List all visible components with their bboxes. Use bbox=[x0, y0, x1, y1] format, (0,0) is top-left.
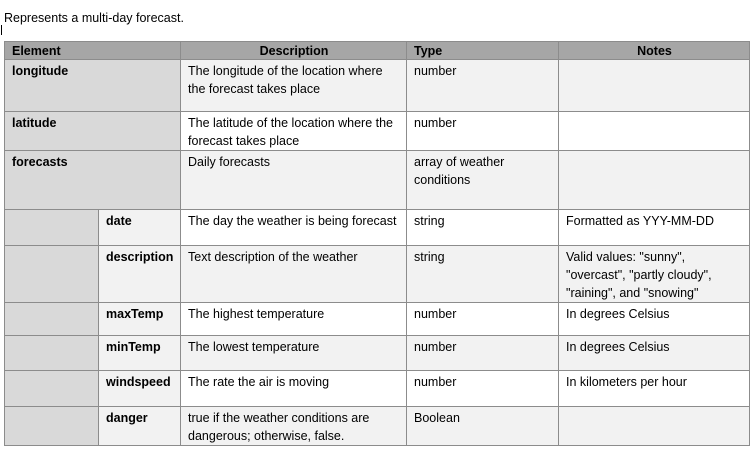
table-row bbox=[5, 60, 750, 112]
element-notes: Valid values: "sunny", "overcast", "partly cloudy", "raining", and "snowing" bbox=[559, 246, 750, 303]
element-type: string bbox=[407, 246, 559, 303]
element-name: forecasts bbox=[5, 151, 181, 210]
header-notes: Notes bbox=[559, 42, 750, 60]
element-type: string bbox=[407, 210, 559, 246]
element-notes bbox=[559, 151, 750, 210]
element-description: The rate the air is moving bbox=[181, 371, 407, 407]
element-indent bbox=[5, 210, 99, 246]
element-name: date bbox=[99, 210, 181, 246]
element-name: minTemp bbox=[99, 336, 181, 371]
table-row bbox=[5, 151, 750, 210]
header-description: Description bbox=[181, 42, 407, 60]
element-indent bbox=[5, 336, 99, 371]
element-name: maxTemp bbox=[99, 303, 181, 336]
element-name: latitude bbox=[5, 112, 181, 151]
element-notes: In degrees Celsius bbox=[559, 303, 750, 336]
table-row bbox=[5, 210, 750, 246]
table-row bbox=[5, 303, 750, 336]
element-type: number bbox=[407, 336, 559, 371]
element-description: The day the weather is being forecast bbox=[181, 210, 407, 246]
element-description: The latitude of the location where the forecast takes place bbox=[181, 112, 407, 151]
table-row bbox=[5, 112, 750, 151]
element-description: Daily forecasts bbox=[181, 151, 407, 210]
element-type: number bbox=[407, 60, 559, 112]
forecast-spec-table bbox=[4, 41, 750, 446]
element-notes: In kilometers per hour bbox=[559, 371, 750, 407]
element-description: The longitude of the location where the forecast takes place bbox=[181, 60, 407, 112]
element-name: longitude bbox=[5, 60, 181, 112]
element-name: windspeed bbox=[99, 371, 181, 407]
header-type: Type bbox=[407, 42, 559, 60]
element-indent bbox=[5, 407, 99, 446]
element-description: Text description of the weather bbox=[181, 246, 407, 303]
text-cursor-mark bbox=[1, 25, 2, 35]
element-type: number bbox=[407, 112, 559, 151]
element-notes bbox=[559, 407, 750, 446]
element-type: Boolean bbox=[407, 407, 559, 446]
element-type: number bbox=[407, 303, 559, 336]
element-notes: In degrees Celsius bbox=[559, 336, 750, 371]
table-row bbox=[5, 371, 750, 407]
element-indent bbox=[5, 303, 99, 336]
table-row bbox=[5, 407, 750, 446]
element-type: array of weather conditions bbox=[407, 151, 559, 210]
element-notes: Formatted as YYY-MM-DD bbox=[559, 210, 750, 246]
element-description: The highest temperature bbox=[181, 303, 407, 336]
table-row bbox=[5, 246, 750, 303]
header-element: Element bbox=[5, 42, 181, 60]
element-notes bbox=[559, 112, 750, 151]
document-caption: Represents a multi-day forecast. bbox=[4, 11, 184, 25]
element-indent bbox=[5, 246, 99, 303]
table-row bbox=[5, 336, 750, 371]
element-name: danger bbox=[99, 407, 181, 446]
element-type: number bbox=[407, 371, 559, 407]
element-description: The lowest temperature bbox=[181, 336, 407, 371]
element-notes bbox=[559, 60, 750, 112]
element-name: description bbox=[99, 246, 181, 303]
element-description: true if the weather conditions are dangerous; otherwise, false. bbox=[181, 407, 407, 446]
element-indent bbox=[5, 371, 99, 407]
table-header-row bbox=[5, 42, 750, 60]
